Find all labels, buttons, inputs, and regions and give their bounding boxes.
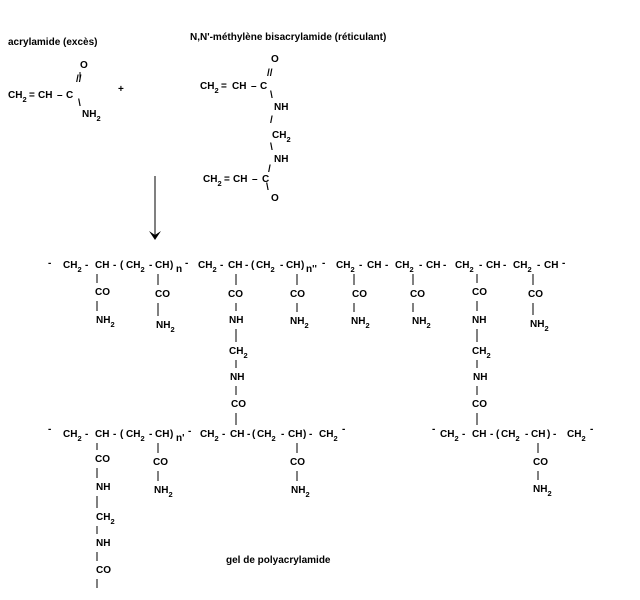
chain-bond: - xyxy=(562,258,566,269)
methylene-group: $CH_2$ xyxy=(229,346,248,360)
carbonyl-group: CO xyxy=(472,287,487,298)
amine-group: NH xyxy=(472,315,487,326)
carbon-atom: C xyxy=(66,90,74,101)
oxygen-atom: O xyxy=(80,60,88,71)
methylene-group: $CH_2$ xyxy=(203,174,222,188)
carbonyl-group: CO xyxy=(228,289,243,300)
gel-label: gel de polyacrylamide xyxy=(226,555,331,566)
methine-group: CH xyxy=(230,429,245,440)
oxygen-atom: O xyxy=(271,54,279,65)
chain-bond: - xyxy=(359,260,363,271)
chain-bond: - xyxy=(280,260,284,271)
formula-text xyxy=(8,32,593,576)
single-bond: – xyxy=(252,174,258,185)
carbonyl-group: CO xyxy=(96,565,111,576)
amide-nh2-group: $NH_2$ xyxy=(530,319,549,333)
chain-bond: - xyxy=(590,424,594,435)
methylene-group: $CH_2$ xyxy=(200,429,219,443)
amine-group: NH xyxy=(274,102,289,113)
repeat-index: n' xyxy=(176,433,185,444)
amide-nh2-group: $NH_2$ xyxy=(412,316,431,330)
plus-sign: + xyxy=(118,84,124,95)
methylene-group: $CH_2$ xyxy=(395,260,414,274)
amide-nh2-group: $NH_2$ xyxy=(351,316,370,330)
methylene-group: $CH_2$ xyxy=(472,346,491,360)
carbonyl-group: CO xyxy=(95,454,110,465)
carbonyl-group: CO xyxy=(410,289,425,300)
methylene-group: $CH_2$ xyxy=(96,512,115,526)
close-paren: ) xyxy=(301,260,305,271)
acrylamide-label: acrylamide (excès) xyxy=(8,37,98,48)
methine-group: CH xyxy=(232,81,247,92)
chain-bond: - xyxy=(113,429,117,440)
chain-bond: - xyxy=(85,429,89,440)
carbonyl-group: CO xyxy=(155,289,170,300)
reaction-arrow xyxy=(149,176,161,240)
amide-nh2-group: $NH_2$ xyxy=(156,320,175,334)
chain-bond: - xyxy=(443,260,447,271)
close-paren: ) xyxy=(170,260,174,271)
chain-bond: - xyxy=(48,258,52,269)
methylene-group: $CH_2$ xyxy=(200,81,219,95)
chain-bond: - xyxy=(490,429,494,440)
carbonyl-group: CO xyxy=(153,457,168,468)
methine-group: CH xyxy=(38,90,53,101)
bond-slash: / xyxy=(268,164,271,175)
methine-group: CH xyxy=(288,429,303,440)
chain-bond: - xyxy=(432,424,436,435)
methylene-group: $CH_2$ xyxy=(256,260,275,274)
methine-group: CH xyxy=(544,260,559,271)
amine-group: NH xyxy=(230,372,245,383)
double-bond: // xyxy=(267,68,273,79)
chain-bond: - xyxy=(149,429,153,440)
carbonyl-group: CO xyxy=(472,399,487,410)
chain-bond: - xyxy=(419,260,423,271)
methylene-group: $CH_2$ xyxy=(272,130,291,144)
carbonyl-group: CO xyxy=(290,457,305,468)
chain-bond: - xyxy=(281,429,285,440)
amide-nh2-group: $NH_2$ xyxy=(82,109,101,123)
methine-group: CH xyxy=(531,429,546,440)
methylene-group: $CH_2$ xyxy=(63,260,82,274)
methylene-group: $CH_2$ xyxy=(126,429,145,443)
carbonyl-group: CO xyxy=(290,289,305,300)
chain-bond: - xyxy=(245,260,249,271)
bond-slash: \ xyxy=(270,142,273,153)
open-paren: ( xyxy=(252,429,256,440)
repeat-index: n xyxy=(176,264,183,275)
chain-bond: - xyxy=(342,424,346,435)
methine-group: CH xyxy=(155,260,170,271)
methylene-group: $CH_2$ xyxy=(513,260,532,274)
methylene-group: $CH_2$ xyxy=(126,260,145,274)
methine-group: CH xyxy=(233,174,248,185)
chain-bond: - xyxy=(537,260,541,271)
carbonyl-group: CO xyxy=(231,399,246,410)
amine-group: NH xyxy=(96,482,111,493)
methylene-group: $CH_2$ xyxy=(319,429,338,443)
chain-bond: - xyxy=(113,260,117,271)
chain-bond: - xyxy=(48,424,52,435)
methylene-group: $CH_2$ xyxy=(257,429,276,443)
amide-nh2-group: $NH_2$ xyxy=(96,315,115,329)
methine-group: CH xyxy=(286,260,301,271)
oxygen-atom: O xyxy=(271,193,279,204)
chain-bond: - xyxy=(309,429,313,440)
close-paren: ) xyxy=(547,429,551,440)
carbon-atom: C xyxy=(260,81,268,92)
bond-slash: \ xyxy=(78,98,81,109)
methine-group: CH xyxy=(472,429,487,440)
chain-bond: - xyxy=(479,260,483,271)
open-paren: ( xyxy=(496,429,500,440)
methylene-group: $CH_2$ xyxy=(567,429,586,443)
carbonyl-group: CO xyxy=(533,457,548,468)
methylene-group: $CH_2$ xyxy=(501,429,520,443)
repeat-index: n'' xyxy=(306,264,317,275)
methine-group: CH xyxy=(367,260,382,271)
chain-bond: - xyxy=(322,258,326,269)
amide-nh2-group: $NH_2$ xyxy=(533,484,552,498)
methylene-group: $CH_2$ xyxy=(8,90,27,104)
double-bond: = xyxy=(221,81,227,92)
amide-nh2-group: $NH_2$ xyxy=(154,485,173,499)
chain-bond: - xyxy=(503,260,507,271)
chain-bond: - xyxy=(462,429,466,440)
chain-bond: - xyxy=(188,426,192,437)
chain-bond: - xyxy=(85,260,89,271)
crosslinker-label: N,N'-méthylène bisacrylamide (réticulant) xyxy=(190,32,387,43)
amide-nh2-group: $NH_2$ xyxy=(290,316,309,330)
chain-bond: - xyxy=(247,429,251,440)
double-bond: = xyxy=(224,174,230,185)
bond-slash: \ xyxy=(266,182,269,193)
open-paren: ( xyxy=(120,260,124,271)
amide-nh2-group: $NH_2$ xyxy=(291,485,310,499)
chain-bond: - xyxy=(220,260,224,271)
methylene-group: $CH_2$ xyxy=(440,429,459,443)
open-paren: ( xyxy=(251,260,255,271)
carbonyl-group: CO xyxy=(528,289,543,300)
chain-bond: - xyxy=(185,258,189,269)
double-bond: // xyxy=(76,74,82,85)
open-paren: ( xyxy=(120,429,124,440)
chain-bond: - xyxy=(553,429,557,440)
amine-group: NH xyxy=(473,372,488,383)
methine-group: CH xyxy=(228,260,243,271)
chain-bond: - xyxy=(222,429,226,440)
methine-group: CH xyxy=(95,260,110,271)
carbon-atom: C xyxy=(262,174,270,185)
double-bond: = xyxy=(29,90,35,101)
carbonyl-group: CO xyxy=(352,289,367,300)
amine-group: NH xyxy=(96,538,111,549)
single-bond: – xyxy=(251,81,257,92)
methylene-group: $CH_2$ xyxy=(198,260,217,274)
methine-group: CH xyxy=(155,429,170,440)
close-paren: ) xyxy=(303,429,307,440)
bond-slash: / xyxy=(270,115,273,126)
amine-group: NH xyxy=(229,315,244,326)
methine-group: CH xyxy=(426,260,441,271)
bond-slash: \ xyxy=(270,90,273,101)
methine-group: CH xyxy=(95,429,110,440)
methylene-group: $CH_2$ xyxy=(336,260,355,274)
amine-group: NH xyxy=(274,154,289,165)
carbonyl-group: CO xyxy=(95,287,110,298)
methylene-group: $CH_2$ xyxy=(63,429,82,443)
chain-bond: - xyxy=(385,260,389,271)
close-paren: ) xyxy=(170,429,174,440)
chain-bond: - xyxy=(525,429,529,440)
methylene-group: $CH_2$ xyxy=(455,260,474,274)
chain-bond: - xyxy=(149,260,153,271)
methine-group: CH xyxy=(486,260,501,271)
single-bond: – xyxy=(57,90,63,101)
